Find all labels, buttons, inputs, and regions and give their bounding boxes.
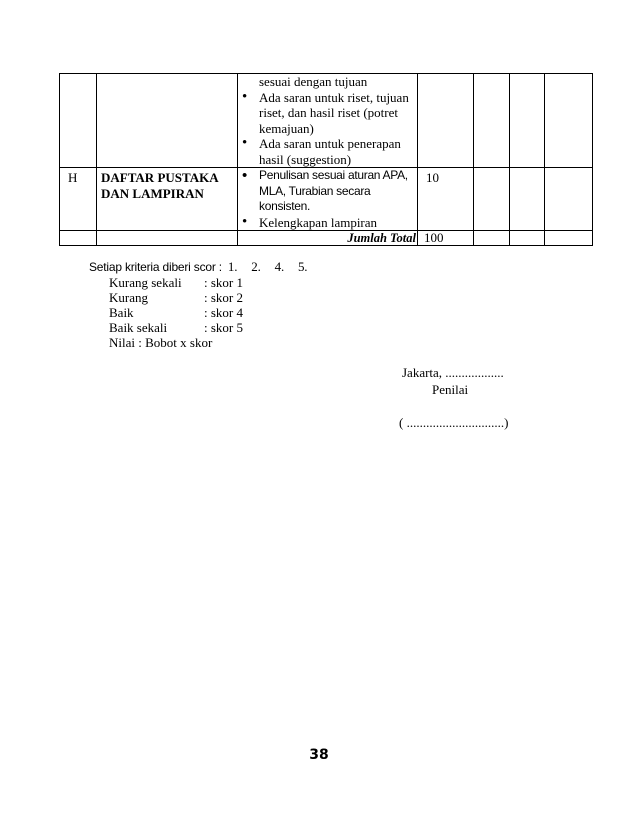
cell-total-value xyxy=(418,231,474,246)
total-label: Jumlah Total xyxy=(347,231,416,245)
cell-empty xyxy=(97,231,238,246)
cell-code-empty xyxy=(60,74,97,168)
list-item: Kurang sekali : skor 1 xyxy=(109,275,243,290)
cell-empty xyxy=(474,231,510,246)
cell-score-empty xyxy=(474,74,510,168)
scoring-legend xyxy=(89,259,308,350)
assessment-rubric-table xyxy=(59,73,593,246)
score-scale xyxy=(109,275,309,350)
signature-role: Penilai xyxy=(432,382,469,397)
criteria-list xyxy=(238,168,417,230)
cell-description xyxy=(238,168,418,231)
score-number: 2. xyxy=(251,259,261,274)
row-code: H xyxy=(68,170,78,185)
page-number: 38 xyxy=(309,747,329,763)
component-name: DAFTAR PUSTAKA DAN LAMPIRAN xyxy=(101,170,218,201)
list-item: sesuai dengan tujuan xyxy=(259,74,368,89)
scoring-intro: Setiap kriteria diberi scor : xyxy=(89,260,222,274)
list-item: • Kelengkapan lampiran xyxy=(238,215,413,231)
score-formula: Nilai : Bobot x skor xyxy=(109,335,213,350)
criteria-list xyxy=(238,74,417,167)
list-item: Kurang : skor 2 xyxy=(109,290,243,305)
cell-weight-empty xyxy=(418,74,474,168)
table-row-continued xyxy=(60,74,593,168)
signature-place-date: Jakarta, .................. xyxy=(402,365,504,380)
score-number: 4. xyxy=(274,259,284,274)
score-number: 5. xyxy=(298,259,308,274)
cell-total-label xyxy=(238,231,418,246)
cell-empty xyxy=(510,231,545,246)
list-item: • Ada saran untuk penerapan hasil (suggestion) xyxy=(238,136,413,167)
weight-value: 10 xyxy=(426,170,439,185)
cell-name-empty xyxy=(97,74,238,168)
cell-score-empty xyxy=(474,168,510,231)
list-item: • Ada saran untuk riset, tujuan riset, dan hasil riset (potret kemajuan) xyxy=(238,90,413,137)
cell-code xyxy=(60,168,97,231)
table-row-total xyxy=(60,231,593,246)
cell-description xyxy=(238,74,418,168)
cell-weight xyxy=(418,168,474,231)
signature-name-placeholder: ( ..............................) xyxy=(399,415,509,430)
list-item: • Penulisan sesuai aturan APA, MLA, Turabian secara konsisten. xyxy=(238,168,413,215)
cell-score-empty xyxy=(510,168,545,231)
cell-score-empty xyxy=(545,168,593,231)
total-value: 100 xyxy=(424,230,444,245)
list-item: Baik : skor 4 xyxy=(109,305,243,320)
cell-empty xyxy=(60,231,97,246)
table-row-h xyxy=(60,168,593,231)
cell-name xyxy=(97,168,238,231)
list-item: Baik sekali : skor 5 xyxy=(109,320,243,335)
score-number: 1. xyxy=(227,259,238,274)
cell-empty xyxy=(545,231,593,246)
scoring-intro-line xyxy=(89,259,307,275)
cell-score-empty xyxy=(545,74,593,168)
cell-score-empty xyxy=(510,74,545,168)
